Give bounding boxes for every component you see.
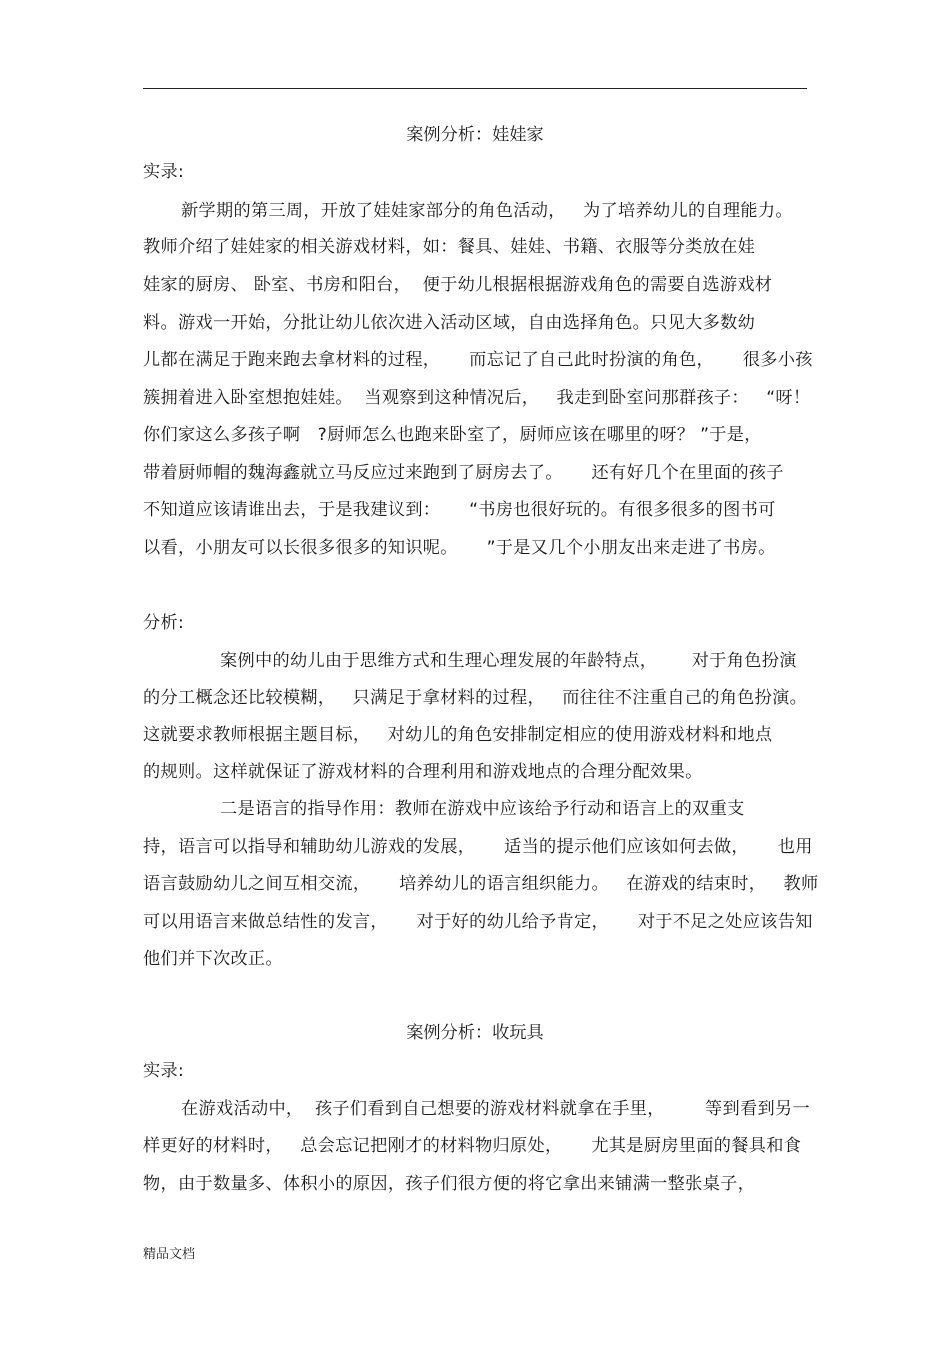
section1-record-line: 带着厨师帽的魏海鑫就立马反应过来跑到了厨房去了。 还有好几个在里面的孩子: [143, 463, 784, 483]
header-rule: [143, 88, 807, 89]
section1-analysis-line: 这就要求教师根据主题目标， 对幼儿的角色安排制定相应的使用游戏材料和地点: [143, 725, 773, 745]
section1-analysis-line: 案例中的幼儿由于思维方式和生理心理发展的年龄特点， 对于角色扮演: [220, 651, 797, 671]
section1-analysis-line: 二是语言的指导作用：教师在游戏中应该给予行动和语言上的双重支: [220, 799, 745, 819]
section1-analysis-line: 可以用语言来做总结性的发言， 对于好的幼儿给予肯定， 对于不足之处应该告知: [143, 912, 813, 932]
section1-analysis-line: 的规则。这样就保证了游戏材料的合理利用和游戏地点的合理分配效果。: [143, 762, 703, 782]
section2-record-line: 在游戏活动中， 孩子们看到自己想要的游戏材料就拿在手里， 等到看到另一: [181, 1099, 810, 1119]
section1-record-line: 以看，小朋友可以长很多很多的知识呢。 ”于是又几个小朋友出来走进了书房。: [143, 538, 776, 558]
section1-record-line: 你们家这么多孩子啊 ?厨师怎么也跑来卧室了，厨师应该在哪里的呀？ ”于是，: [143, 425, 762, 445]
section1-record-label: 实录:: [143, 162, 185, 182]
section1-record-line: 教师介绍了娃娃家的相关游戏材料，如：餐具、娃娃、书籍、衣服等分类放在娃: [143, 237, 756, 257]
section1-record-line: 不知道应该请谁出去，于是我建议到： “书房也很好玩的。有很多很多的图书可: [143, 500, 776, 520]
section2-record-line: 样更好的材料时， 总会忘记把刚才的材料物归原处， 尤其是厨房里面的餐具和食: [143, 1136, 802, 1156]
section1-title: 案例分析：娃娃家: [406, 125, 544, 145]
section1-analysis-line: 他们并下次改正。: [143, 949, 283, 969]
section1-analysis-line: 语言鼓励幼儿之间互相交流， 培养幼儿的语言组织能力。 在游戏的结束时， 教师: [143, 874, 819, 894]
section1-record-line: 簇拥着进入卧室想抱娃娃。 当观察到这种情况后， 我走到卧室问那群孩子： “呀！: [143, 388, 811, 408]
section1-record-line: 料。游戏一开始，分批让幼儿依次进入活动区域，自由选择角色。只见大多数幼: [143, 313, 756, 333]
section1-record-line: 娃家的厨房、 卧室、书房和阳台， 便于幼儿根据根据游戏角色的需要自选游戏材: [143, 275, 773, 295]
section2-record-label: 实录:: [143, 1061, 185, 1081]
section1-record-line: 儿都在满足于跑来跑去拿材料的过程， 而忘记了自己此时扮演的角色， 很多小孩: [143, 350, 813, 370]
section2-title: 案例分析：收玩具: [406, 1023, 544, 1043]
section1-analysis-line: 的分工概念还比较模糊， 只满足于拿材料的过程， 而往往不注重自己的角色扮演。: [143, 688, 808, 708]
section1-analysis-label: 分析:: [143, 613, 185, 633]
page-footer: 精品文档: [143, 1247, 196, 1262]
section1-analysis-line: 持，语言可以指导和辅助幼儿游戏的发展， 适当的提示他们应该如何去做， 也用: [143, 837, 813, 857]
section1-record-line: 新学期的第三周，开放了娃娃家部分的角色活动， 为了培养幼儿的自理能力。: [181, 201, 793, 221]
section2-record-line: 物，由于数量多、体积小的原因，孩子们很方便的将它拿出来铺满一整张桌子，: [143, 1174, 756, 1194]
